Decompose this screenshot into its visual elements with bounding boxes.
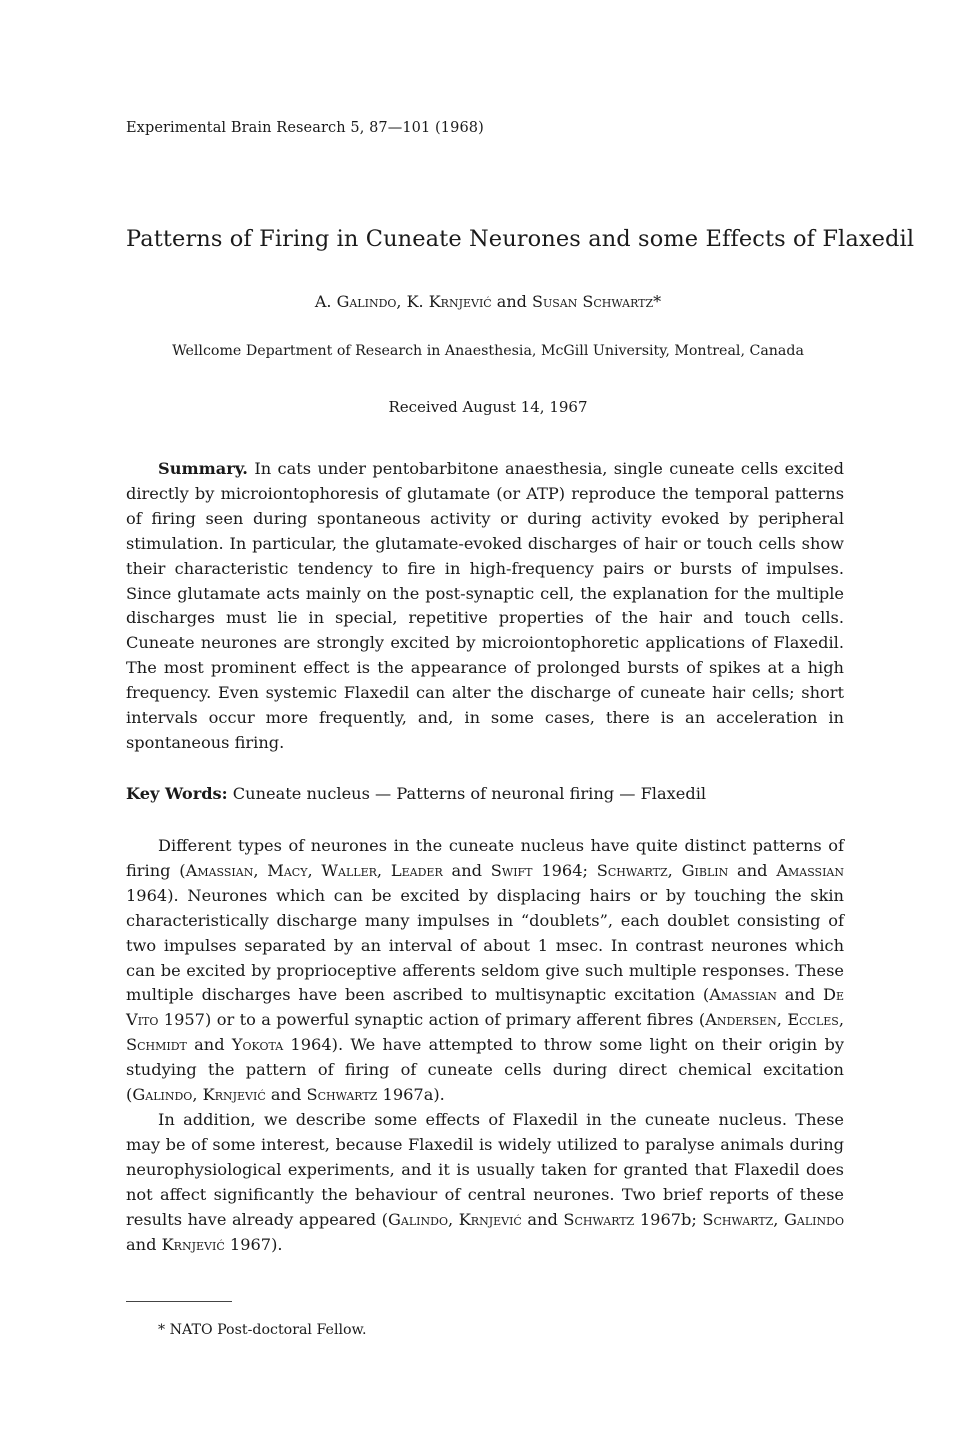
body-paragraph-1 (126, 834, 844, 1108)
text-run: and (728, 860, 777, 880)
citation-authors: Schwartz, Giblin (596, 860, 729, 880)
journal-citation: Experimental Brain Research 5, 87—101 (1968) (126, 120, 484, 136)
author-2-initial: K. (406, 292, 429, 311)
citation-authors: Krnjević (161, 1234, 225, 1254)
received-date: Received August 14, 1967 (388, 398, 588, 416)
text-run: and (521, 1209, 564, 1229)
text-run: 1964). Neurones which can be excited by displacing hairs or by touching the skin characteristically discharge many impulses in “doublets”, each doublet consisting of two impulses separated by an interval of about 1 msec. In contrast neurones which can be excited by proprioceptive afferents seldom give such multiple responses. These multiple discharges have been ascribed to multisynaptic excitation ( (126, 885, 844, 1005)
author-line (0, 292, 976, 311)
citation-authors: Schwartz (306, 1085, 378, 1105)
citation-authors: Schwartz, Galindo (702, 1209, 844, 1229)
keywords-line (126, 784, 844, 803)
text-run: and (186, 1035, 232, 1055)
author-separator: and (491, 292, 532, 311)
text-run: Different types of neurones in the cuneate nucleus have quite distinct patterns of firing ( (126, 836, 844, 880)
text-run: 1964). We have attempted to throw some light on their origin by studying the pattern of firing of cuneate cells during direct chemical excitation ( (126, 1035, 844, 1105)
text-run: and (776, 985, 823, 1005)
summary-text: In cats under pentobarbitone anaesthesia, single cuneate cells excited directly by microiontophoresis of glutamate (or ATP) reproduce the temporal patterns of firing seen during spontaneous activity or during activity evoked by peripheral stimulation. In particular, the glutamate-evoked discharges of hair or touch cells show their characteristic tendency to fire in high-frequency pairs or bursts of impulses. Since glutamate acts mainly on the post-synaptic cell, the explanation for the multiple discharges must lie in special, repetitive properties of the hair and touch cells. Cuneate neurones are strongly excited by microiontophoretic applications of Flaxedil. The most prominent effect is the appearance of prolonged bursts of spikes at a high frequency. Even systemic Flaxedil can alter the discharge of cuneate hair cells; short intervals occur more frequently, and, in some cases, there is an acceleration in spontaneous firing. (126, 459, 844, 752)
text-run: 1957) or to a powerful synaptic action of primary afferent fibres ( (158, 1010, 706, 1030)
citation-authors: Galindo, Krnjević (132, 1085, 266, 1105)
text-run: and (126, 1234, 162, 1254)
text-run: In addition, we describe some effects of Flaxedil in the cuneate nucleus. These may be of some interest, because Flaxedil is widely utilized to paralyse animals during neurophysiological experiments, and it is usually taken for granted that Flaxedil does not affect significantly the behaviour of central neurones. Two brief reports of these results have already appeared ( (126, 1109, 844, 1229)
summary-label: Summary. (158, 459, 248, 478)
citation-authors: Andersen, Eccles, Schmidt (126, 1010, 844, 1055)
text-run: 1967). (224, 1234, 283, 1254)
citation-authors: Amassian (776, 860, 845, 880)
body-paragraph-2 (126, 1108, 844, 1257)
citation-authors: Yokota (231, 1035, 284, 1055)
author-1-name: Galindo (336, 292, 397, 311)
citation-authors: Galindo, Krnjević (388, 1209, 522, 1229)
body-text (126, 834, 844, 1257)
footnote-rule (126, 1301, 232, 1302)
citation-authors: De Vito (126, 985, 845, 1030)
text-run: and (442, 860, 491, 880)
summary-paragraph (126, 457, 844, 756)
affiliation: Wellcome Department of Research in Anaesthesia, McGill University, Montreal, Canada (172, 343, 804, 359)
author-1-initial: A. (314, 292, 337, 311)
footnote: * NATO Post-doctoral Fellow. (158, 1322, 367, 1338)
footnote-marker: * (653, 292, 662, 311)
keywords-text: Cuneate nucleus — Patterns of neuronal firing — Flaxedil (227, 784, 707, 803)
citation-authors: Schwartz (563, 1209, 635, 1229)
citation-authors: Amassian (709, 985, 777, 1005)
article-title: Patterns of Firing in Cuneate Neurones and some Effects of Flaxedil (126, 226, 915, 252)
citation-authors: Swift (490, 860, 533, 880)
author-separator: , (396, 292, 407, 311)
author-2-name: Krnjević (428, 292, 492, 311)
author-3-name: Susan Schwartz (531, 292, 654, 311)
text-run: and (265, 1085, 307, 1105)
text-run: 1967a). (377, 1085, 445, 1105)
citation-authors: Amassian, Macy, Waller, Leader (185, 860, 443, 880)
text-run: 1964; (532, 860, 597, 880)
text-run: 1967b; (634, 1209, 703, 1229)
keywords-label: Key Words: (126, 784, 228, 803)
